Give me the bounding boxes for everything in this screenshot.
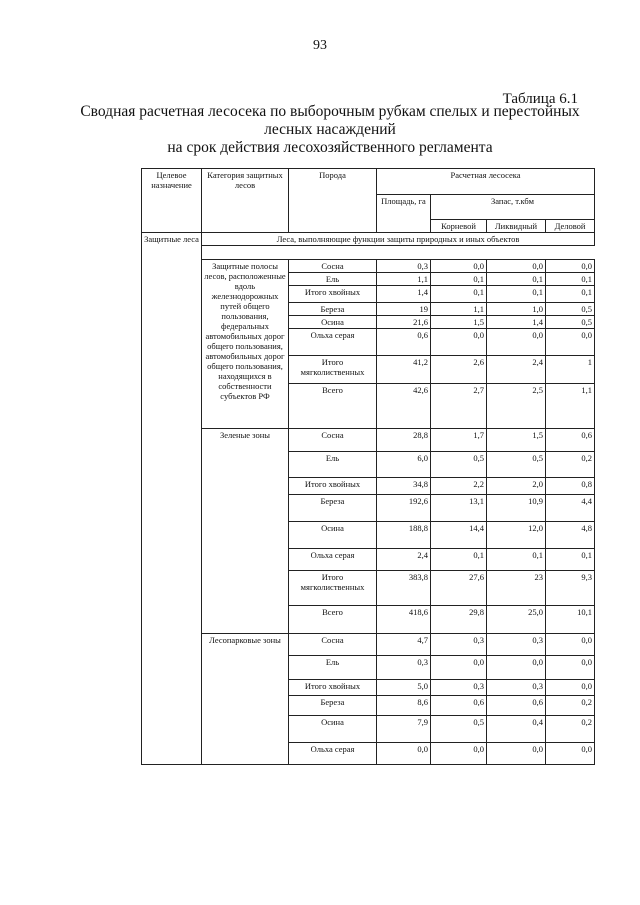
- title-line-1: Сводная расчетная лесосека по выборочным рубкам спелых и перестойных: [80, 103, 580, 120]
- liquid-cell: 1,4: [487, 316, 546, 329]
- liquid-cell: 1,0: [487, 303, 546, 316]
- cutting-table: [141, 168, 595, 765]
- liquid-cell: 0,0: [487, 329, 546, 356]
- business-cell: 0,2: [546, 716, 595, 743]
- liquid-cell: 0,3: [487, 680, 546, 696]
- root-cell: 0,0: [431, 260, 487, 273]
- species-cell: Итого мягколиственных: [289, 571, 377, 606]
- species-cell: Сосна: [289, 260, 377, 273]
- area-cell: 19: [377, 303, 431, 316]
- species-cell: Всего: [289, 384, 377, 429]
- liquid-cell: 12,0: [487, 522, 546, 549]
- business-cell: 0,0: [546, 680, 595, 696]
- business-cell: 1,1: [546, 384, 595, 429]
- species-cell: Береза: [289, 495, 377, 522]
- business-cell: 0,1: [546, 286, 595, 303]
- root-cell: 0,5: [431, 716, 487, 743]
- page-number: 93: [313, 38, 327, 53]
- root-cell: 0,1: [431, 549, 487, 571]
- liquid-cell: 0,1: [487, 273, 546, 286]
- subheading: Леса, выполняющие функции защиты природных и иных объектов: [202, 233, 595, 246]
- area-cell: 8,6: [377, 696, 431, 716]
- area-cell: 1,4: [377, 286, 431, 303]
- root-cell: 0,3: [431, 634, 487, 656]
- business-cell: 0,6: [546, 429, 595, 452]
- species-cell: Ель: [289, 452, 377, 478]
- liquid-cell: 0,6: [487, 696, 546, 716]
- area-cell: 41,2: [377, 356, 431, 384]
- area-cell: 192,6: [377, 495, 431, 522]
- species-cell: Береза: [289, 696, 377, 716]
- category-cell: Защитные полосы лесов, расположенные вдоль железнодорожных путей общего пользования, федеральных автомобильных дорог общего пользования, автомобильных дорог общего пользования, находящихся в собственности субъектов РФ: [202, 260, 289, 429]
- area-cell: 4,7: [377, 634, 431, 656]
- table-row: [142, 429, 595, 452]
- header-area: Площадь, га: [377, 195, 431, 233]
- area-cell: 21,6: [377, 316, 431, 329]
- business-cell: 9,3: [546, 571, 595, 606]
- table-title: [40, 103, 620, 157]
- species-cell: Осина: [289, 522, 377, 549]
- business-cell: 0,0: [546, 743, 595, 765]
- root-cell: 2,7: [431, 384, 487, 429]
- business-cell: 4,8: [546, 522, 595, 549]
- liquid-cell: 25,0: [487, 606, 546, 634]
- root-cell: 13,1: [431, 495, 487, 522]
- liquid-cell: 0,0: [487, 656, 546, 680]
- liquid-cell: 0,1: [487, 549, 546, 571]
- header-species: Порода: [289, 169, 377, 233]
- species-cell: Осина: [289, 316, 377, 329]
- header-business: Деловой: [546, 220, 595, 233]
- area-cell: 383,8: [377, 571, 431, 606]
- species-cell: Осина: [289, 716, 377, 743]
- area-cell: 42,6: [377, 384, 431, 429]
- species-cell: Всего: [289, 606, 377, 634]
- root-cell: 0,0: [431, 329, 487, 356]
- species-cell: Итого мягколиственных: [289, 356, 377, 384]
- business-cell: 0,1: [546, 549, 595, 571]
- species-cell: Береза: [289, 303, 377, 316]
- area-cell: 0,3: [377, 260, 431, 273]
- root-cell: 0,1: [431, 286, 487, 303]
- liquid-cell: 10,9: [487, 495, 546, 522]
- area-cell: 0,3: [377, 656, 431, 680]
- area-cell: 28,8: [377, 429, 431, 452]
- species-cell: Итого хвойных: [289, 286, 377, 303]
- root-cell: 1,5: [431, 316, 487, 329]
- species-cell: Ель: [289, 273, 377, 286]
- area-cell: 1,1: [377, 273, 431, 286]
- species-cell: Ель: [289, 656, 377, 680]
- root-cell: 2,6: [431, 356, 487, 384]
- liquid-cell: 2,4: [487, 356, 546, 384]
- area-cell: 418,6: [377, 606, 431, 634]
- header-cutting: Расчетная лесосека: [377, 169, 595, 195]
- business-cell: 0,0: [546, 634, 595, 656]
- business-cell: 0,0: [546, 656, 595, 680]
- liquid-cell: 2,0: [487, 478, 546, 495]
- table-row: [142, 634, 595, 656]
- root-cell: 0,6: [431, 696, 487, 716]
- header-purpose: Целевое назначение: [142, 169, 202, 233]
- table-row: [142, 260, 595, 273]
- business-cell: 0,0: [546, 329, 595, 356]
- liquid-cell: 23: [487, 571, 546, 606]
- liquid-cell: 2,5: [487, 384, 546, 429]
- category-cell: Зеленые зоны: [202, 429, 289, 634]
- area-cell: 0,0: [377, 743, 431, 765]
- species-cell: Итого хвойных: [289, 680, 377, 696]
- root-cell: 2,2: [431, 478, 487, 495]
- liquid-cell: 0,1: [487, 286, 546, 303]
- title-line-3: на срок действия лесохозяйственного регламента: [167, 139, 493, 156]
- root-cell: 0,3: [431, 680, 487, 696]
- business-cell: 10,1: [546, 606, 595, 634]
- area-cell: 2,4: [377, 549, 431, 571]
- business-cell: 0,8: [546, 478, 595, 495]
- species-cell: Итого хвойных: [289, 478, 377, 495]
- root-cell: 1,1: [431, 303, 487, 316]
- liquid-cell: 0,3: [487, 634, 546, 656]
- header-stock: Запас, т.кбм: [431, 195, 595, 220]
- liquid-cell: 0,0: [487, 743, 546, 765]
- species-cell: Ольха серая: [289, 743, 377, 765]
- business-cell: 4,4: [546, 495, 595, 522]
- species-cell: Ольха серая: [289, 549, 377, 571]
- business-cell: 0,5: [546, 316, 595, 329]
- business-cell: 0,2: [546, 452, 595, 478]
- liquid-cell: 0,4: [487, 716, 546, 743]
- business-cell: 0,2: [546, 696, 595, 716]
- table-label: Таблица 6.1: [502, 91, 578, 107]
- liquid-cell: 0,0: [487, 260, 546, 273]
- root-cell: 1,7: [431, 429, 487, 452]
- area-cell: 34,8: [377, 478, 431, 495]
- liquid-cell: 0,5: [487, 452, 546, 478]
- root-cell: 0,0: [431, 656, 487, 680]
- root-cell: 0,5: [431, 452, 487, 478]
- area-cell: 5,0: [377, 680, 431, 696]
- header-liquid: Ликвидный: [487, 220, 546, 233]
- business-cell: 0,0: [546, 260, 595, 273]
- area-cell: 6,0: [377, 452, 431, 478]
- spacer: [202, 246, 595, 260]
- species-cell: Сосна: [289, 429, 377, 452]
- title-line-2: лесных насаждений: [264, 121, 396, 138]
- species-cell: Сосна: [289, 634, 377, 656]
- root-cell: 0,0: [431, 743, 487, 765]
- area-cell: 7,9: [377, 716, 431, 743]
- area-cell: 188,8: [377, 522, 431, 549]
- root-cell: 29,8: [431, 606, 487, 634]
- business-cell: 1: [546, 356, 595, 384]
- root-cell: 27,6: [431, 571, 487, 606]
- root-cell: 14,4: [431, 522, 487, 549]
- business-cell: 0,5: [546, 303, 595, 316]
- root-cell: 0,1: [431, 273, 487, 286]
- area-cell: 0,6: [377, 329, 431, 356]
- purpose-value: Защитные леса: [142, 233, 202, 765]
- business-cell: 0,1: [546, 273, 595, 286]
- liquid-cell: 1,5: [487, 429, 546, 452]
- header-category: Категория защитных лесов: [202, 169, 289, 233]
- header-root: Корневой: [431, 220, 487, 233]
- species-cell: Ольха серая: [289, 329, 377, 356]
- category-cell: Лесопарковые зоны: [202, 634, 289, 765]
